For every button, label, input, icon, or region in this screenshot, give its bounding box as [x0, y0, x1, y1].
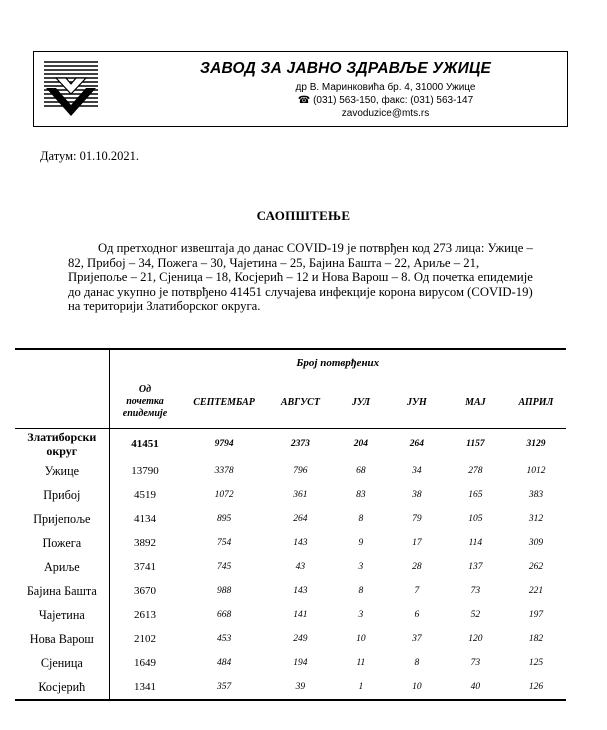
region-name: Нова Варош: [15, 627, 109, 651]
month-cases: 3: [358, 562, 364, 572]
region-name: Пријепоље: [15, 507, 109, 531]
month-cases: 1: [358, 682, 364, 692]
notice-title: САОПШТЕЊЕ: [256, 208, 351, 223]
table-row: [15, 603, 566, 627]
month-cases: 262: [528, 562, 544, 572]
month-cases: 8: [414, 658, 420, 668]
document-date: Датум: 01.10.2021.: [40, 149, 140, 163]
month-cases: 895: [216, 514, 232, 524]
month-cases: 668: [216, 610, 232, 620]
region-name: Прибој: [15, 483, 109, 507]
column-header-month: ЈУН: [406, 396, 427, 408]
month-cases: 754: [216, 538, 232, 548]
month-cases: 137: [468, 562, 483, 572]
month-cases: 10: [356, 634, 366, 644]
table-row: [15, 507, 566, 531]
table-row: [15, 555, 566, 579]
month-cases: 8: [358, 586, 364, 596]
month-cases: 7: [414, 586, 420, 596]
column-header-month: ЈУЛ: [351, 396, 370, 408]
month-cases: 43: [295, 562, 306, 572]
month-cases: 309: [528, 538, 544, 548]
table-row: [15, 627, 566, 651]
month-cases: 28: [412, 562, 422, 572]
month-cases: 73: [470, 658, 481, 668]
region-name: Ариље: [15, 555, 109, 579]
month-cases: 37: [412, 634, 422, 644]
month-cases: 73: [470, 586, 481, 596]
column-header-month: МАЈ: [465, 396, 486, 408]
total-cases: 41451: [131, 438, 159, 450]
organization-address: др В. Маринковића бр. 4, 31000 Ужице: [295, 82, 476, 93]
month-cases: 105: [468, 514, 483, 524]
month-cases: 38: [412, 490, 422, 500]
month-cases: 141: [293, 610, 308, 620]
month-cases: 114: [468, 538, 483, 548]
month-cases: 312: [528, 514, 544, 524]
table-row: [15, 651, 566, 675]
paragraph-line: до данас укупно је потврђено 41451 случајева инфекције корона вирусом (COVID-19): [68, 284, 533, 299]
month-cases: 34: [412, 466, 422, 476]
month-cases: 1072: [214, 490, 234, 500]
month-cases: 796: [293, 466, 308, 476]
month-cases: 988: [216, 586, 232, 596]
month-cases: 143: [293, 538, 308, 548]
region-name: Ужице: [15, 459, 109, 483]
month-cases: 3129: [526, 439, 546, 449]
region-name: Златиборски округ: [15, 429, 109, 459]
month-cases: 357: [216, 682, 232, 692]
month-cases: 83: [356, 490, 366, 500]
month-cases: 40: [470, 682, 481, 692]
month-cases: 9: [358, 538, 364, 548]
total-cases: 3892: [133, 537, 156, 549]
month-cases: 204: [353, 439, 369, 449]
table-row: [15, 531, 566, 555]
column-header-since-start: Од почетка епидемије: [122, 384, 168, 419]
paragraph-line: 82, Прибој – 34, Пожега – 30, Чајетина – 25, Бајина Башта – 22, Ариље – 21,: [68, 255, 480, 270]
paragraph-line: Од претходног извештаја до данас COVID-19 је потврђен код 273 лица: Ужице –: [98, 241, 533, 255]
month-cases: 52: [470, 610, 481, 620]
cases-table: [15, 348, 566, 701]
month-cases: 125: [528, 658, 544, 668]
organization-phone: ☎ (031) 563-150, факс: (031) 563-147: [297, 95, 474, 106]
total-cases: 3741: [133, 561, 156, 573]
month-cases: 165: [468, 490, 483, 500]
month-cases: 9794: [214, 439, 234, 449]
month-cases: 182: [528, 634, 544, 644]
column-header-month: АВГУСТ: [280, 396, 320, 408]
region-name: Косјерић: [15, 675, 109, 700]
month-cases: 1157: [466, 439, 485, 449]
region-name: Сјеница: [15, 651, 109, 675]
month-cases: 1012: [526, 466, 546, 476]
month-cases: 197: [528, 610, 544, 620]
table-row: [15, 483, 566, 507]
month-cases: 249: [293, 634, 308, 644]
month-cases: 143: [293, 586, 308, 596]
month-cases: 126: [528, 682, 544, 692]
total-cases: 2102: [133, 633, 156, 645]
total-cases: 1649: [133, 657, 156, 669]
group-header: Број потврђених: [296, 357, 380, 369]
table-row: [15, 579, 566, 603]
month-cases: 3378: [214, 466, 234, 476]
total-cases: 3670: [133, 585, 156, 597]
month-cases: 39: [295, 682, 306, 692]
month-cases: 221: [528, 586, 544, 596]
total-cases: 2613: [133, 609, 156, 621]
notice-paragraph: [68, 241, 552, 314]
letterhead: [33, 51, 568, 127]
paragraph-line: Пријепоље – 21, Сјеница – 18, Косјерић – 12 и Нова Варош – 8. Од почетка епидемије: [68, 270, 533, 284]
total-cases: 1341: [133, 681, 156, 693]
month-cases: 484: [216, 658, 232, 668]
month-cases: 79: [412, 514, 422, 524]
table-row: [15, 459, 566, 483]
institute-logo-icon: [40, 58, 102, 120]
region-name: Бајина Башта: [15, 579, 109, 603]
region-header-cell: [15, 350, 109, 429]
month-cases: 264: [409, 439, 424, 449]
organization-email: zavoduzice@mts.rs: [341, 108, 430, 119]
month-cases: 383: [528, 490, 544, 500]
paragraph-line: на територији Златиборског округа.: [68, 299, 261, 313]
total-cases: 4134: [133, 513, 156, 525]
column-header-month: АПРИЛ: [518, 396, 554, 408]
month-cases: 8: [358, 514, 364, 524]
month-cases: 361: [293, 490, 308, 500]
month-cases: 3: [358, 610, 364, 620]
month-cases: 745: [216, 562, 232, 572]
month-cases: 2373: [290, 439, 310, 449]
total-cases: 4519: [133, 489, 156, 501]
month-cases: 120: [468, 634, 483, 644]
month-cases: 10: [412, 682, 422, 692]
region-name: Чајетина: [15, 603, 109, 627]
organization-name: ЗАВОД ЗА ЈАВНО ЗДРАВЉЕ УЖИЦЕ: [199, 60, 492, 77]
month-cases: 453: [216, 634, 232, 644]
month-cases: 264: [293, 514, 308, 524]
column-header-month: СЕПТЕМБАР: [193, 396, 255, 408]
table-row: [15, 675, 566, 700]
month-cases: 278: [468, 466, 483, 476]
region-name: Пожега: [15, 531, 109, 555]
month-cases: 68: [356, 466, 366, 476]
table-row: [15, 429, 566, 459]
month-cases: 6: [414, 610, 420, 620]
total-cases: 13790: [131, 465, 159, 477]
month-cases: 11: [356, 658, 366, 668]
month-cases: 17: [412, 538, 422, 548]
month-cases: 194: [293, 658, 308, 668]
